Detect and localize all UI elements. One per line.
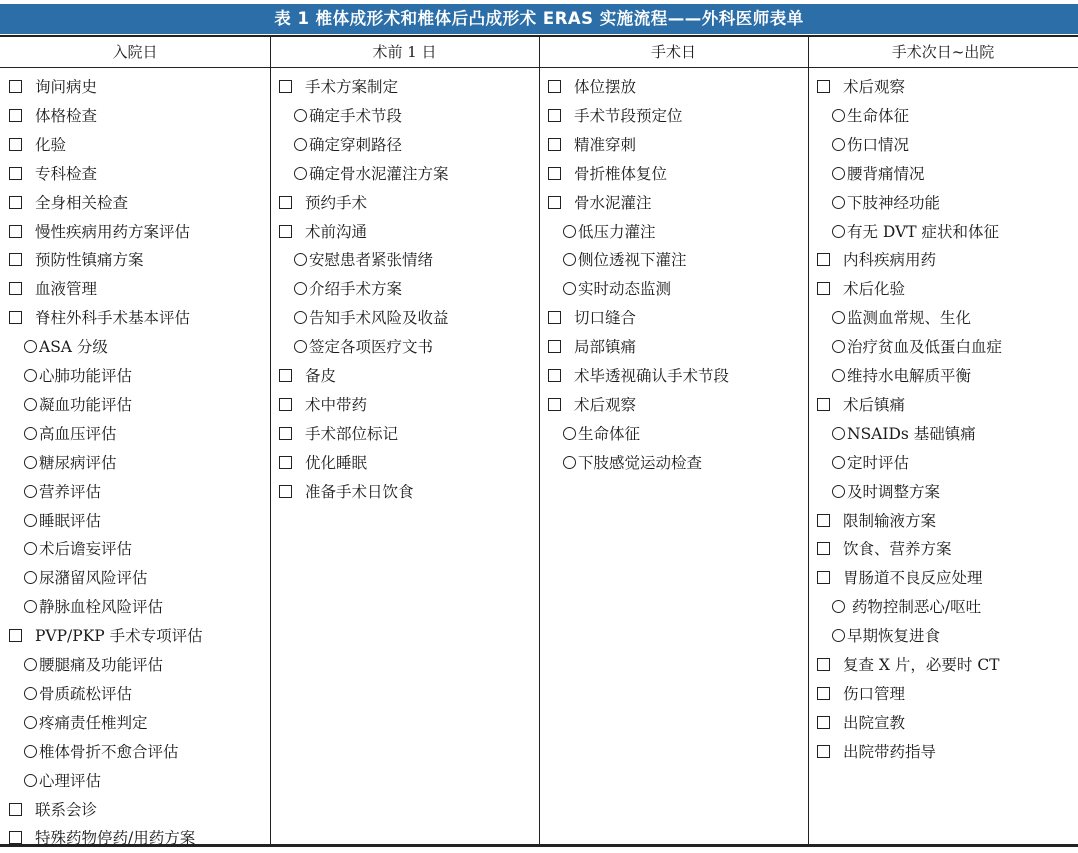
circle-bullet-icon <box>24 456 37 469</box>
checklist-item <box>817 246 936 275</box>
column-header-2: 术前 1 日 <box>372 43 437 61</box>
eras-table <box>0 35 1078 847</box>
item-label: 复查 X 片，必要时 CT <box>843 656 1000 674</box>
checklist-item <box>9 218 190 247</box>
checkbox-icon <box>9 225 22 238</box>
checkbox-icon <box>9 282 22 295</box>
sub-item <box>24 651 163 680</box>
checkbox-icon <box>548 340 561 353</box>
checkbox-icon <box>279 485 292 498</box>
checklist-item <box>9 304 190 333</box>
item-label: 备皮 <box>305 367 337 385</box>
item-label: 椎体骨折不愈合评估 <box>39 742 179 761</box>
circle-bullet-icon <box>563 282 576 295</box>
sub-item <box>24 767 101 796</box>
checkbox-icon <box>817 80 830 93</box>
sub-item <box>24 420 117 449</box>
sub-item <box>24 449 117 478</box>
checklist-item <box>9 189 128 218</box>
checkbox-icon <box>817 542 830 555</box>
circle-bullet-icon <box>563 427 576 440</box>
item-label: 体格检查 <box>35 106 98 125</box>
checklist-item <box>279 478 414 507</box>
checklist-item <box>9 796 97 825</box>
item-label: 脊柱外科手术基本评估 <box>35 309 191 328</box>
sub-item <box>24 709 148 738</box>
checkbox-icon <box>548 167 561 180</box>
checklist-item <box>817 391 905 420</box>
column-header-3: 手术日 <box>650 43 696 61</box>
sub-item <box>24 535 132 564</box>
checkbox-icon <box>817 514 830 527</box>
circle-bullet-icon <box>563 456 576 469</box>
checklist-item <box>548 73 636 102</box>
item-label: 手术方案制定 <box>305 78 399 96</box>
circle-bullet-icon <box>832 427 845 440</box>
circle-bullet-icon <box>832 138 845 151</box>
sub-item <box>294 304 449 333</box>
checklist-item <box>9 275 97 304</box>
item-label: 预约手术 <box>305 193 368 212</box>
item-label: 术后谵妄评估 <box>39 540 133 559</box>
item-label: 准备手术日饮食 <box>305 482 414 501</box>
checklist-item <box>279 391 367 420</box>
item-label: 心理评估 <box>39 771 102 790</box>
checklist-item <box>279 189 367 218</box>
column-header-4: 手术次日~出院 <box>891 43 995 61</box>
circle-bullet-icon <box>832 311 845 324</box>
circle-bullet-icon <box>24 514 37 527</box>
circle-bullet-icon <box>832 369 845 382</box>
sub-item <box>294 275 402 304</box>
checklist-item <box>279 362 336 391</box>
checklist-item <box>279 218 367 247</box>
checklist-item <box>279 449 367 478</box>
column-divider <box>270 35 271 846</box>
column-4-items <box>808 68 1078 846</box>
checklist-item <box>548 391 636 420</box>
circle-bullet-icon <box>832 109 845 122</box>
circle-bullet-icon <box>24 600 37 613</box>
circle-bullet-icon <box>832 456 845 469</box>
sub-item <box>832 362 971 391</box>
checkbox-icon <box>817 658 830 671</box>
circle-bullet-icon <box>24 398 37 411</box>
item-label: 切口缝合 <box>574 309 637 328</box>
item-label: 安慰患者紧张情绪 <box>309 251 434 270</box>
sub-item <box>832 622 940 651</box>
sub-item <box>294 160 449 189</box>
item-label: 介绍手术方案 <box>309 280 403 299</box>
circle-bullet-icon <box>294 253 307 266</box>
checklist-item <box>9 160 97 189</box>
checklist-item <box>817 709 905 738</box>
circle-bullet-icon <box>294 340 307 353</box>
item-label: 手术节段预定位 <box>574 106 683 125</box>
item-label: 低压力灌注 <box>578 222 656 241</box>
checklist-item <box>548 102 683 131</box>
checkbox-icon <box>279 225 292 238</box>
item-label: ASA 分级 <box>39 338 108 357</box>
sub-item <box>24 738 179 767</box>
item-label: 维持水电解质平衡 <box>847 367 972 385</box>
circle-bullet-icon <box>24 687 37 700</box>
checkbox-icon <box>9 629 22 642</box>
checkbox-icon <box>9 311 22 324</box>
item-label: 确定骨水泥灌注方案 <box>309 164 449 183</box>
checkbox-icon <box>279 369 292 382</box>
checklist-item <box>817 535 952 564</box>
checkbox-icon <box>9 253 22 266</box>
item-label: 术中带药 <box>305 395 368 414</box>
sub-item <box>24 564 148 593</box>
item-label: 静脉血栓风险评估 <box>39 598 164 617</box>
sub-item <box>832 304 971 333</box>
sub-item <box>24 478 101 507</box>
sub-item <box>24 391 132 420</box>
item-label: 告知手术风险及收益 <box>309 309 449 328</box>
checklist-item <box>817 680 905 709</box>
checkbox-icon <box>279 398 292 411</box>
checklist-item <box>9 102 97 131</box>
circle-bullet-icon <box>832 629 845 642</box>
column-divider <box>808 35 809 846</box>
item-label: 定时评估 <box>847 453 910 472</box>
circle-bullet-icon <box>24 658 37 671</box>
item-label: 术后观察 <box>843 78 906 96</box>
item-label: 优化睡眠 <box>305 453 368 472</box>
checklist-item <box>817 564 983 593</box>
circle-bullet-icon <box>24 427 37 440</box>
item-label: 尿潴留风险评估 <box>39 569 148 588</box>
checkbox-icon <box>817 571 830 584</box>
checklist-item <box>548 304 636 333</box>
item-label: 化验 <box>35 135 67 154</box>
sub-item <box>563 449 702 478</box>
circle-bullet-icon <box>24 485 37 498</box>
checkbox-icon <box>548 196 561 209</box>
circle-bullet-icon <box>24 571 37 584</box>
item-label: 血液管理 <box>35 280 98 299</box>
item-label: 局部镇痛 <box>574 338 637 357</box>
item-label: 联系会诊 <box>35 800 98 819</box>
item-label: 预防性镇痛方案 <box>35 251 144 270</box>
sub-item <box>24 333 108 362</box>
sub-item <box>832 333 1002 362</box>
checkbox-icon <box>279 427 292 440</box>
sub-item <box>832 160 925 189</box>
circle-bullet-icon <box>294 138 307 151</box>
column-2-items <box>270 68 539 846</box>
sub-item <box>24 593 163 622</box>
item-label: 内科疾病用药 <box>843 251 937 270</box>
checkbox-icon <box>817 282 830 295</box>
checklist-item <box>548 362 729 391</box>
sub-item <box>832 102 909 131</box>
item-label: 伤口情况 <box>847 135 910 154</box>
sub-item <box>294 131 402 160</box>
item-label: 腰腿痛及功能评估 <box>39 656 164 674</box>
checkbox-icon <box>548 80 561 93</box>
item-label: 早期恢复进食 <box>847 627 941 646</box>
checklist-item <box>9 73 97 102</box>
checkbox-icon <box>9 109 22 122</box>
item-label: 生命体征 <box>847 106 910 125</box>
item-label: 术后化验 <box>843 280 906 299</box>
item-label: 骨水泥灌注 <box>574 193 652 212</box>
item-label: 下肢感觉运动检查 <box>578 453 703 472</box>
sub-item <box>24 680 132 709</box>
circle-bullet-icon <box>24 369 37 382</box>
item-label: 营养评估 <box>39 482 102 501</box>
sub-item <box>24 507 101 536</box>
sub-item <box>294 246 433 275</box>
checklist-item <box>817 507 936 536</box>
item-label: 及时调整方案 <box>847 482 941 501</box>
checklist-item <box>548 160 667 189</box>
item-label: 手术部位标记 <box>305 424 399 443</box>
checkbox-icon <box>548 398 561 411</box>
item-label: 疼痛责任椎判定 <box>39 713 148 732</box>
item-label: 凝血功能评估 <box>39 395 133 414</box>
circle-bullet-icon <box>832 167 845 180</box>
circle-bullet-icon <box>24 716 37 729</box>
checklist-item <box>9 622 203 651</box>
item-label: 伤口管理 <box>843 684 906 703</box>
circle-bullet-icon <box>832 600 845 613</box>
item-label: 特殊药物停药/用药方案 <box>35 829 196 848</box>
item-label: 骨折椎体复位 <box>574 164 668 183</box>
circle-bullet-icon <box>24 542 37 555</box>
circle-bullet-icon <box>563 253 576 266</box>
checkbox-icon <box>279 80 292 93</box>
item-label: 侧位透视下灌注 <box>578 251 687 270</box>
circle-bullet-icon <box>832 340 845 353</box>
circle-bullet-icon <box>832 225 845 238</box>
checkbox-icon <box>817 398 830 411</box>
circle-bullet-icon <box>24 745 37 758</box>
item-label: 精准穿刺 <box>574 135 637 154</box>
item-label: 糖尿病评估 <box>39 453 117 472</box>
checklist-item <box>548 333 636 362</box>
checkbox-icon <box>9 196 22 209</box>
circle-bullet-icon <box>294 109 307 122</box>
checklist-item <box>9 131 66 160</box>
item-label: 出院带药指导 <box>843 742 937 761</box>
item-label: 确定手术节段 <box>309 106 403 125</box>
sub-item <box>832 593 981 622</box>
sub-item <box>294 333 433 362</box>
checkbox-icon <box>548 138 561 151</box>
item-label: 询问病史 <box>35 78 98 96</box>
item-label: NSAIDs 基础镇痛 <box>847 424 976 443</box>
item-label: 睡眠评估 <box>39 511 102 530</box>
sub-item <box>832 131 909 160</box>
item-label: 监测血常规、生化 <box>847 309 972 328</box>
checkbox-icon <box>279 196 292 209</box>
item-label: 术后镇痛 <box>843 395 906 414</box>
sub-item <box>832 218 999 247</box>
column-divider <box>539 35 540 846</box>
column-1-items <box>0 68 270 846</box>
circle-bullet-icon <box>832 196 845 209</box>
circle-bullet-icon <box>24 340 37 353</box>
circle-bullet-icon <box>294 282 307 295</box>
checklist-item <box>817 738 936 767</box>
item-label: 生命体征 <box>578 424 641 443</box>
circle-bullet-icon <box>294 311 307 324</box>
sub-item <box>563 275 671 304</box>
circle-bullet-icon <box>832 485 845 498</box>
item-label: 体位摆放 <box>574 78 637 96</box>
sub-item <box>832 420 976 449</box>
item-label: 全身相关检查 <box>35 193 129 212</box>
checkbox-icon <box>9 167 22 180</box>
sub-item <box>563 218 656 247</box>
sub-item <box>832 478 940 507</box>
checkbox-icon <box>9 803 22 816</box>
item-label: 慢性疾病用药方案评估 <box>35 222 191 241</box>
checkbox-icon <box>279 456 292 469</box>
checklist-item <box>817 73 905 102</box>
checklist-item <box>279 420 398 449</box>
sub-item <box>294 102 402 131</box>
item-label: 确定穿刺路径 <box>309 135 403 154</box>
item-label: 出院宣教 <box>843 713 906 732</box>
sub-item <box>832 189 940 218</box>
checkbox-icon <box>817 253 830 266</box>
item-label: 术毕透视确认手术节段 <box>574 367 730 385</box>
checklist-item <box>548 131 636 160</box>
checkbox-icon <box>548 109 561 122</box>
item-label: 药物控制恶心/呕吐 <box>847 598 982 617</box>
item-label: 术前沟通 <box>305 222 368 241</box>
checklist-item <box>817 275 905 304</box>
circle-bullet-icon <box>24 774 37 787</box>
sub-item <box>563 246 687 275</box>
checkbox-icon <box>817 687 830 700</box>
item-label: 实时动态监测 <box>578 280 672 299</box>
checkbox-icon <box>9 138 22 151</box>
column-3-items <box>539 68 808 846</box>
item-label: 骨质疏松评估 <box>39 684 133 703</box>
item-label: 高血压评估 <box>39 424 117 443</box>
sub-item <box>832 449 909 478</box>
item-label: 饮食、营养方案 <box>843 540 952 559</box>
checkbox-icon <box>817 745 830 758</box>
circle-bullet-icon <box>294 167 307 180</box>
item-label: 治疗贫血及低蛋白血症 <box>847 338 1003 357</box>
checkbox-icon <box>548 369 561 382</box>
checklist-item <box>9 824 195 853</box>
item-label: 心肺功能评估 <box>39 367 133 385</box>
checkbox-icon <box>548 311 561 324</box>
checkbox-icon <box>9 80 22 93</box>
item-label: 有无 DVT 症状和体征 <box>847 222 1000 241</box>
item-label: PVP/PKP 手术专项评估 <box>35 627 203 646</box>
checklist-item <box>548 189 652 218</box>
checklist-item <box>817 651 1000 680</box>
checklist-item <box>279 73 398 102</box>
item-label: 腰背痛情况 <box>847 164 925 183</box>
sub-item <box>24 362 132 391</box>
item-label: 专科检查 <box>35 164 98 183</box>
table-title: 表 1 椎体成形术和椎体后凸成形术 ERAS 实施流程——外科医师表单 <box>0 4 1078 34</box>
checkbox-icon <box>9 831 22 844</box>
circle-bullet-icon <box>563 225 576 238</box>
item-label: 签定各项医疗文书 <box>309 338 434 357</box>
item-label: 术后观察 <box>574 395 637 414</box>
item-label: 限制输液方案 <box>843 511 937 530</box>
checkbox-icon <box>817 716 830 729</box>
column-header-1: 入院日 <box>112 43 158 61</box>
item-label: 胃肠道不良反应处理 <box>843 569 983 588</box>
item-label: 下肢神经功能 <box>847 193 941 212</box>
checklist-item <box>9 246 144 275</box>
sub-item <box>563 420 640 449</box>
